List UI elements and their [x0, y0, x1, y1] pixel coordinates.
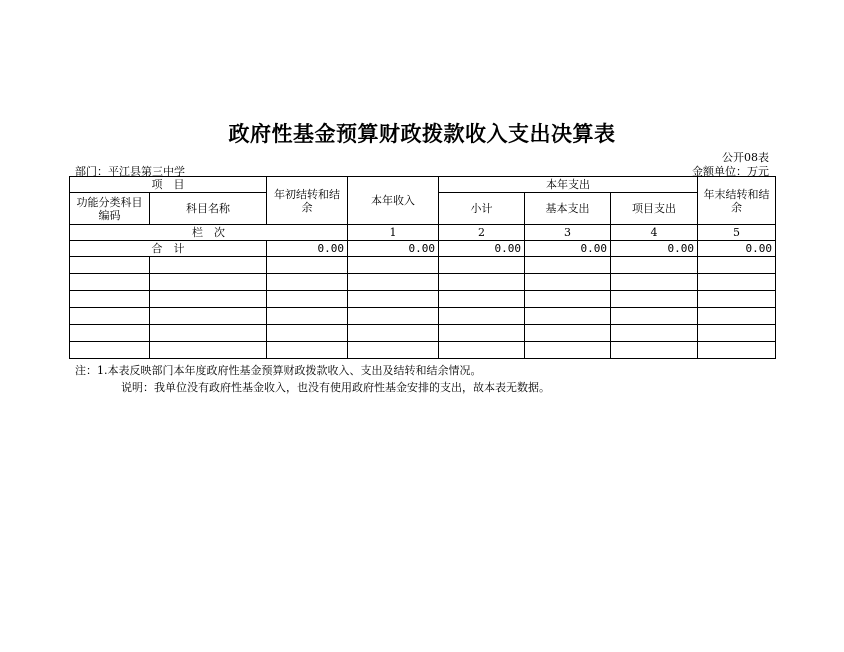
table-cell	[525, 257, 611, 274]
table-cell	[348, 342, 439, 359]
table-cell	[698, 257, 776, 274]
header-subject-name: 科目名称	[150, 193, 267, 225]
header-end-balance: 年末结转和结余	[698, 177, 776, 225]
header-basic: 基本支出	[525, 193, 611, 225]
table-row	[70, 325, 776, 342]
table-cell	[611, 342, 698, 359]
table-cell	[611, 325, 698, 342]
table-cell	[70, 291, 150, 308]
report-table	[69, 176, 776, 359]
table-cell	[698, 291, 776, 308]
header-subtotal: 小计	[439, 193, 525, 225]
total-project-exp: 0.00	[611, 241, 698, 257]
total-subtotal: 0.00	[439, 241, 525, 257]
header-project: 项 目	[70, 177, 267, 193]
table-cell	[348, 325, 439, 342]
table-cell	[698, 325, 776, 342]
table-cell	[439, 291, 525, 308]
table-cell	[267, 308, 348, 325]
table-cell	[348, 274, 439, 291]
col-index-row	[70, 225, 776, 241]
table-row	[70, 342, 776, 359]
col-index-5: 5	[698, 225, 776, 241]
header-begin-balance: 年初结转和结余	[267, 177, 348, 225]
table-row	[70, 274, 776, 291]
table-cell	[70, 325, 150, 342]
table-cell	[525, 291, 611, 308]
total-income: 0.00	[348, 241, 439, 257]
table-cell	[348, 291, 439, 308]
col-index-3: 3	[525, 225, 611, 241]
amount-unit-label: 金额单位：万元	[692, 165, 769, 178]
table-cell	[267, 274, 348, 291]
table-cell	[267, 342, 348, 359]
table-cell	[150, 291, 267, 308]
header-expense: 本年支出	[439, 177, 698, 193]
table-cell	[525, 274, 611, 291]
table-cell	[525, 342, 611, 359]
header-row-1	[70, 177, 776, 193]
col-index-4: 4	[611, 225, 698, 241]
table-cell	[150, 274, 267, 291]
report-title: 政府性基金预算财政拨款收入支出决算表	[228, 122, 616, 146]
table-row	[70, 257, 776, 274]
table-cell	[70, 257, 150, 274]
table-cell	[348, 308, 439, 325]
table-row	[70, 308, 776, 325]
footnote-1: 注：1.本表反映部门本年度政府性基金预算财政拨款收入、支出及结转和结余情况。	[75, 364, 482, 377]
table-cell	[150, 342, 267, 359]
total-begin-balance: 0.00	[267, 241, 348, 257]
table-cell	[439, 257, 525, 274]
table-cell	[70, 342, 150, 359]
table-cell	[439, 308, 525, 325]
header-func-code: 功能分类科目编码	[70, 193, 150, 225]
table-cell	[525, 308, 611, 325]
table-cell	[439, 274, 525, 291]
department-label: 部门：平江县第三中学	[75, 165, 185, 178]
table-cell	[348, 257, 439, 274]
form-code: 公开08表	[722, 151, 769, 164]
total-end-balance: 0.00	[698, 241, 776, 257]
header-project-exp: 项目支出	[611, 193, 698, 225]
total-label: 合 计	[70, 241, 267, 257]
header-income: 本年收入	[348, 177, 439, 225]
table-cell	[698, 274, 776, 291]
table-cell	[611, 274, 698, 291]
total-row	[70, 241, 776, 257]
col-index-label: 栏 次	[70, 225, 348, 241]
table-cell	[611, 308, 698, 325]
table-cell	[150, 257, 267, 274]
footnote-2: 说明：我单位没有政府性基金收入，也没有使用政府性基金安排的支出，故本表无数据。	[121, 381, 550, 394]
table-cell	[267, 325, 348, 342]
table-cell	[267, 291, 348, 308]
table-cell	[267, 257, 348, 274]
table-cell	[525, 325, 611, 342]
col-index-1: 1	[348, 225, 439, 241]
table-cell	[150, 325, 267, 342]
table-cell	[70, 274, 150, 291]
col-index-2: 2	[439, 225, 525, 241]
table-cell	[439, 342, 525, 359]
table-cell	[698, 308, 776, 325]
table-cell	[150, 308, 267, 325]
table-cell	[611, 291, 698, 308]
table-cell	[439, 325, 525, 342]
table-cell	[698, 342, 776, 359]
total-basic: 0.00	[525, 241, 611, 257]
table-cell	[70, 308, 150, 325]
table-row	[70, 291, 776, 308]
table-cell	[611, 257, 698, 274]
